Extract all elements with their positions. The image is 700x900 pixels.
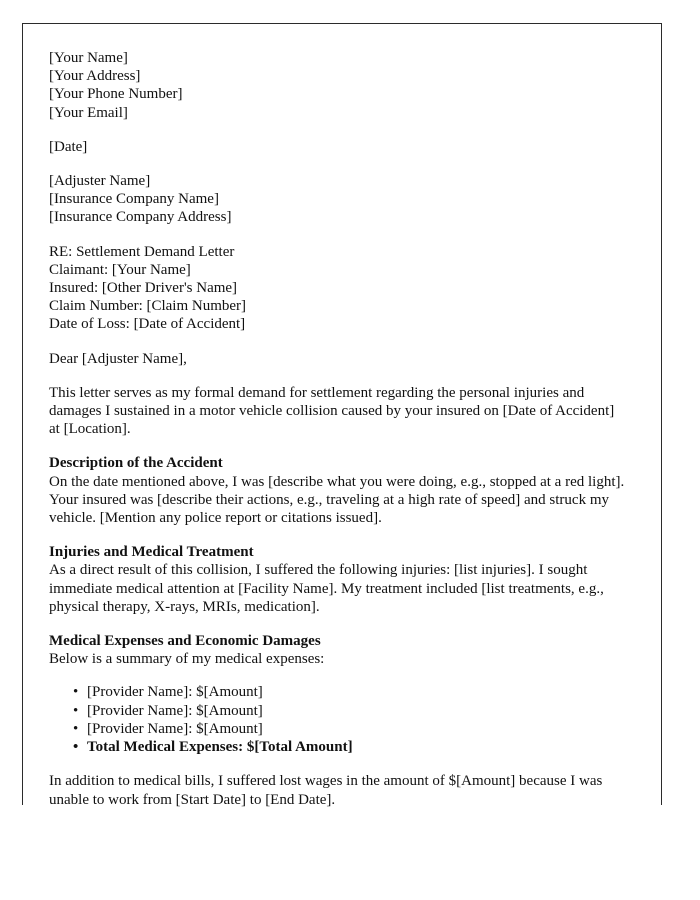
spacer	[49, 227, 625, 243]
document-page	[22, 23, 662, 808]
spacer	[49, 122, 625, 138]
list-item-total	[49, 738, 625, 756]
letter-date: [Date]	[49, 138, 88, 155]
insured-line: Insured: [Other Driver's Name]	[49, 280, 238, 297]
bullet-icon: •	[73, 702, 79, 719]
spacer	[49, 616, 625, 632]
spacer	[49, 668, 625, 683]
section-body-injuries: As a direct result of this collision, I suffered the following injuries: [list injuries]. I sought immediate medical attention at [Facility Name]. My treatment included [list treatments, e.g., physical therapy, X-rays, MRIs, medication].	[49, 562, 604, 615]
sender-address: [Your Address]	[49, 68, 141, 85]
list-item	[49, 702, 625, 720]
section-body-expenses: Below is a summary of my medical expenses:	[49, 651, 325, 668]
sender-phone: [Your Phone Number]	[49, 86, 183, 103]
bullet-icon: •	[73, 720, 79, 737]
intro-paragraph: This letter serves as my formal demand for settlement regarding the personal injuries and damages I sustained in a motor vehicle collision caused by your insured on [Date of Accident] at [Location].	[49, 384, 615, 438]
claim-number-line: Claim Number: [Claim Number]	[49, 298, 247, 315]
claimant-line: Claimant: [Your Name]	[49, 261, 191, 278]
bullet-icon: •	[73, 739, 79, 756]
reference-block	[49, 243, 625, 334]
medical-expense-list	[49, 683, 625, 756]
date-block	[49, 138, 625, 156]
list-item-label: Total Medical Expenses: $[Total Amount]	[87, 739, 353, 756]
section-heading-expenses: Medical Expenses and Economic Damages	[49, 633, 321, 650]
bullet-icon: •	[73, 684, 79, 701]
recipient-company-address: [Insurance Company Address]	[49, 209, 232, 226]
spacer	[49, 438, 625, 454]
re-subject-line: RE: Settlement Demand Letter	[49, 243, 235, 260]
section-injuries-and-treatment	[49, 543, 625, 616]
section-description-of-accident	[49, 454, 625, 527]
salutation: Dear [Adjuster Name],	[49, 350, 187, 367]
section-heading-description: Description of the Accident	[49, 455, 223, 472]
date-of-loss-line: Date of Loss: [Date of Accident]	[49, 316, 246, 333]
recipient-address-block	[49, 172, 625, 227]
spacer	[49, 756, 625, 772]
letter-body	[49, 49, 625, 809]
spacer	[49, 156, 625, 172]
list-item-label: [Provider Name]: $[Amount]	[87, 684, 263, 701]
sender-name: [Your Name]	[49, 50, 128, 66]
sender-address-block	[49, 49, 625, 122]
section-body-description: On the date mentioned above, I was [describe what you were doing, e.g., stopped at a red light]. Your insured was [describe their actions, e.g., traveling at a high rate of speed] and struck my vehicle. [Mention any police report or citations issued].	[49, 473, 625, 527]
list-item-label: [Provider Name]: $[Amount]	[87, 720, 263, 737]
salutation-block	[49, 350, 625, 368]
section-heading-injuries: Injuries and Medical Treatment	[49, 544, 254, 561]
spacer	[49, 334, 625, 350]
list-item-label: [Provider Name]: $[Amount]	[87, 702, 263, 719]
spacer	[49, 368, 625, 384]
spacer	[49, 527, 625, 543]
recipient-adjuster-name: [Adjuster Name]	[49, 173, 151, 190]
recipient-company-name: [Insurance Company Name]	[49, 191, 219, 208]
section-medical-expenses	[49, 632, 625, 668]
list-item	[49, 683, 625, 701]
list-item	[49, 720, 625, 738]
sender-email: [Your Email]	[49, 104, 128, 121]
lost-wages-paragraph: In addition to medical bills, I suffered lost wages in the amount of $[Amount] because I was unable to work from [Start Date] to [End Date].	[49, 773, 603, 808]
